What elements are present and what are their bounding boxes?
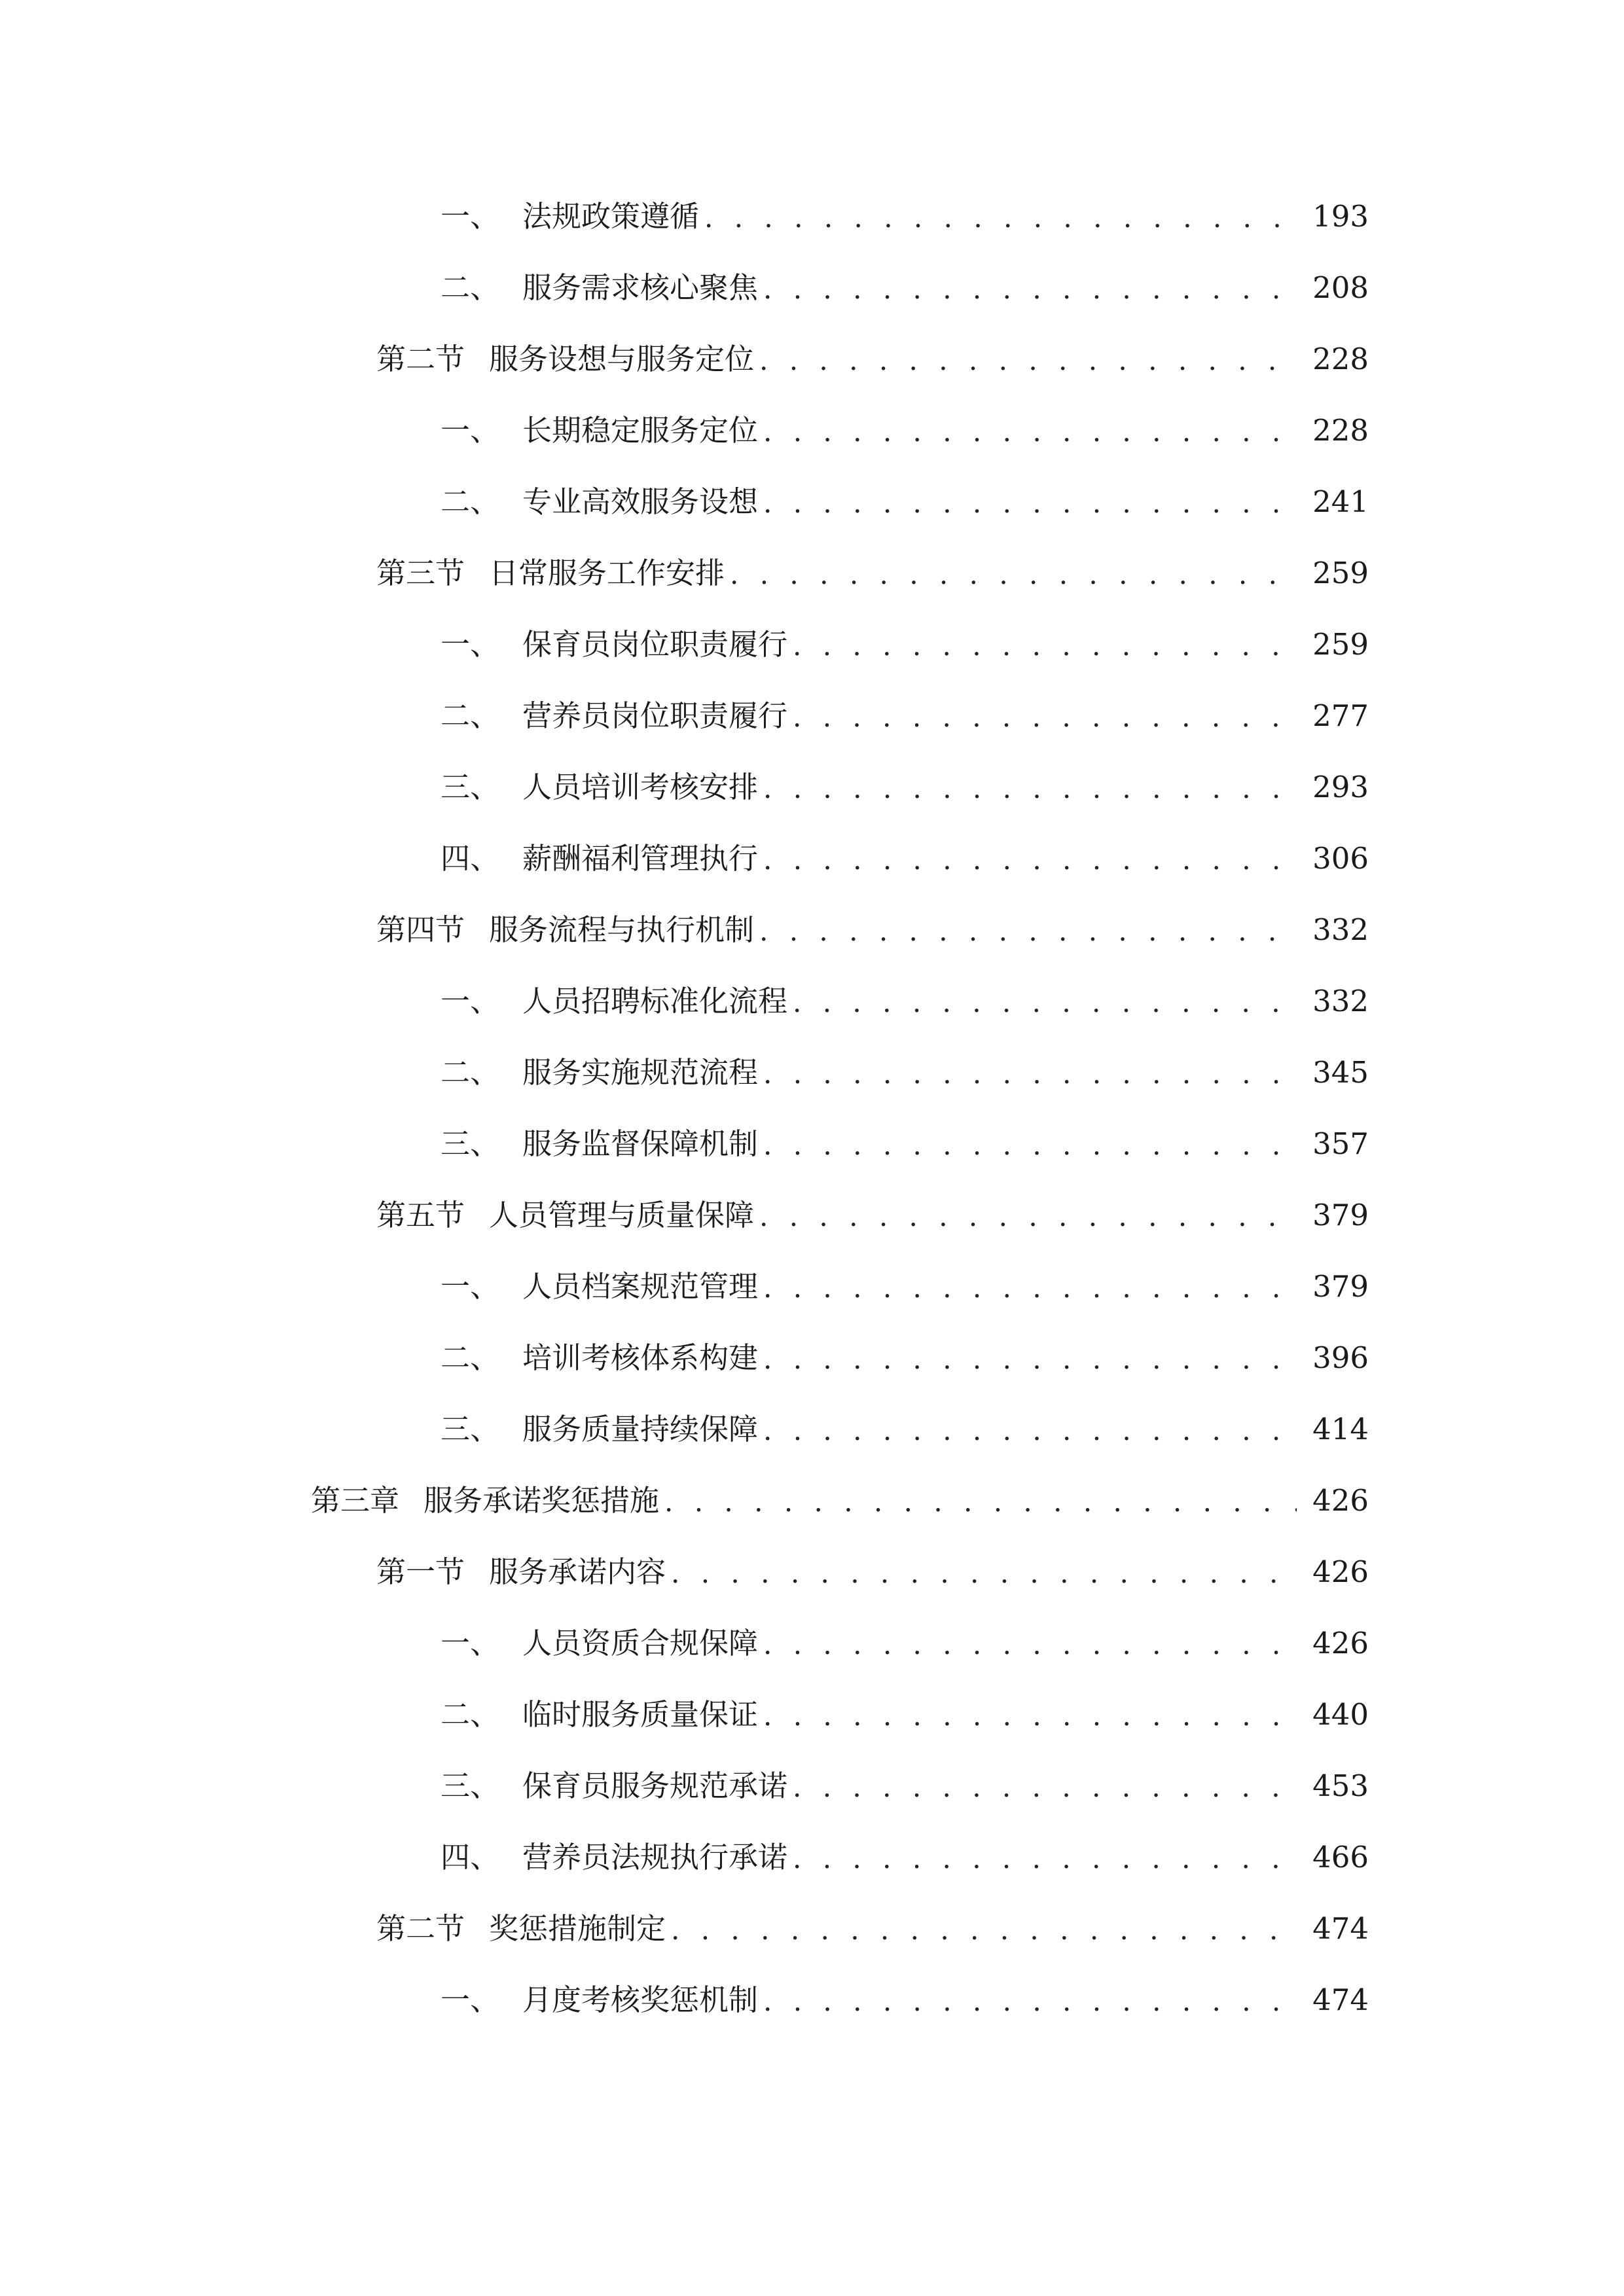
toc-entry-marker: 三、: [441, 1412, 500, 1446]
toc-entry-marker: 第四节: [376, 912, 465, 947]
toc-entry[interactable]: [441, 194, 1369, 240]
toc-entry-marker: 一、: [441, 199, 500, 234]
dot-leader: [763, 764, 1297, 810]
toc-entry-title: 服务监督保障机制: [522, 1126, 759, 1161]
dot-leader: [704, 194, 1297, 240]
dot-leader: [763, 1050, 1297, 1096]
toc-entry[interactable]: [376, 1906, 1369, 1952]
toc-entry[interactable]: [441, 1407, 1369, 1452]
toc-entry-page: 426: [1312, 1626, 1369, 1660]
toc-entry[interactable]: [441, 978, 1369, 1024]
toc-entry[interactable]: [441, 1835, 1369, 1880]
toc-entry-page: 228: [1312, 413, 1369, 448]
toc-entry-title: 薪酬福利管理执行: [522, 841, 759, 876]
toc-entry[interactable]: [441, 1050, 1369, 1096]
toc-entry-title: 服务承诺内容: [489, 1554, 666, 1589]
dot-leader: [763, 1335, 1297, 1381]
toc-entry-title: 服务质量持续保障: [522, 1412, 759, 1446]
toc-entry-page: 426: [1312, 1483, 1369, 1518]
toc-entry-title: 服务实施规范流程: [522, 1055, 759, 1090]
dot-leader: [763, 836, 1297, 882]
dot-leader: [793, 622, 1297, 668]
toc-entry-title: 人员管理与质量保障: [489, 1198, 755, 1232]
toc-entry-page: 241: [1312, 484, 1369, 519]
dot-leader: [763, 1407, 1297, 1452]
toc-entry-marker: 一、: [441, 627, 500, 662]
toc-entry-marker: 二、: [441, 698, 500, 733]
dot-leader: [763, 408, 1297, 454]
toc-entry-page: 228: [1312, 342, 1369, 376]
toc-entry[interactable]: [441, 408, 1369, 454]
toc-entry-title: 人员招聘标准化流程: [522, 984, 788, 1018]
toc-entry[interactable]: [441, 1692, 1369, 1738]
toc-entry-page: 466: [1312, 1840, 1369, 1874]
toc-entry-marker: 一、: [441, 1626, 500, 1660]
toc-entry-title: 人员资质合规保障: [522, 1626, 759, 1660]
dot-leader: [763, 479, 1297, 525]
toc-entry-page: 357: [1312, 1126, 1369, 1161]
toc-entry-marker: 二、: [441, 1340, 500, 1375]
toc-entry-title: 长期稳定服务定位: [522, 413, 759, 448]
toc-entry-marker: 二、: [441, 1697, 500, 1732]
toc-entry-marker: 三、: [441, 1126, 500, 1161]
dot-leader: [793, 693, 1297, 739]
toc-entry-page: 277: [1312, 698, 1369, 733]
toc-entry[interactable]: [441, 693, 1369, 739]
toc-entry-title: 服务流程与执行机制: [489, 912, 755, 947]
toc-entry-page: 440: [1312, 1697, 1369, 1732]
toc-entry-marker: 第二节: [376, 1911, 465, 1946]
toc-entry[interactable]: [441, 265, 1369, 311]
toc-entry-title: 人员档案规范管理: [522, 1269, 759, 1304]
toc-entry-title: 保育员服务规范承诺: [522, 1768, 788, 1803]
dot-leader: [763, 1264, 1297, 1310]
dot-leader: [671, 1906, 1297, 1952]
toc-entry-title: 营养员法规执行承诺: [522, 1840, 788, 1874]
toc-entry-marker: 三、: [441, 770, 500, 804]
toc-entry-title: 人员培训考核安排: [522, 770, 759, 804]
toc-entry-page: 426: [1312, 1554, 1369, 1589]
toc-entry-page: 208: [1312, 270, 1369, 305]
toc-entry-title: 临时服务质量保证: [522, 1697, 759, 1732]
toc-entry-marker: 一、: [441, 413, 500, 448]
toc-entry-marker: 一、: [441, 984, 500, 1018]
dot-leader: [793, 978, 1297, 1024]
toc-entry[interactable]: [441, 764, 1369, 810]
toc-entry[interactable]: [376, 1549, 1369, 1595]
toc-entry-marker: 二、: [441, 270, 500, 305]
toc-entry-marker: 三、: [441, 1768, 500, 1803]
toc-entry-page: 259: [1312, 556, 1369, 590]
toc-entry[interactable]: [441, 1621, 1369, 1666]
toc-entry-marker: 第三节: [376, 556, 465, 590]
toc-entry-page: 332: [1312, 912, 1369, 947]
toc-entry-page: 414: [1312, 1412, 1369, 1446]
toc-entry[interactable]: [441, 1264, 1369, 1310]
toc-entry-page: 396: [1312, 1340, 1369, 1375]
dot-leader: [759, 336, 1297, 382]
toc-entry-title: 培训考核体系构建: [522, 1340, 759, 1375]
dot-leader: [793, 1835, 1297, 1880]
dot-leader: [763, 265, 1297, 311]
dot-leader: [759, 907, 1297, 953]
dot-leader: [763, 1977, 1297, 2023]
dot-leader: [664, 1478, 1297, 1524]
dot-leader: [759, 1193, 1297, 1238]
toc-entry-page: 293: [1312, 770, 1369, 804]
toc-entry-title: 保育员岗位职责履行: [522, 627, 788, 662]
toc-entry-marker: 一、: [441, 1269, 500, 1304]
toc-entry-title: 月度考核奖惩机制: [522, 1982, 759, 2017]
toc-entry[interactable]: [376, 550, 1369, 596]
toc-entry-page: 453: [1312, 1768, 1369, 1803]
toc-entry-page: 306: [1312, 841, 1369, 876]
toc-entry-page: 332: [1312, 984, 1369, 1018]
toc-entry[interactable]: [376, 1193, 1369, 1238]
toc-entry-marker: 第二节: [376, 342, 465, 376]
toc-entry[interactable]: [441, 1763, 1369, 1809]
toc-entry-title: 营养员岗位职责履行: [522, 698, 788, 733]
toc-entry-marker: 一、: [441, 1982, 500, 2017]
dot-leader: [793, 1763, 1297, 1809]
toc-entry-page: 193: [1312, 199, 1369, 234]
toc-entry[interactable]: [376, 336, 1369, 382]
dot-leader: [730, 550, 1297, 596]
toc-entry-title: 服务设想与服务定位: [489, 342, 755, 376]
toc-entry-page: 259: [1312, 627, 1369, 662]
dot-leader: [671, 1549, 1297, 1595]
toc-entry[interactable]: [441, 1977, 1369, 2023]
dot-leader: [763, 1121, 1297, 1167]
toc-entry-title: 服务需求核心聚焦: [522, 270, 759, 305]
toc-entry[interactable]: [441, 479, 1369, 525]
toc-entry[interactable]: [441, 1335, 1369, 1381]
toc-entry[interactable]: [376, 907, 1369, 953]
toc-entry-page: 379: [1312, 1198, 1369, 1232]
toc-entry[interactable]: [441, 1121, 1369, 1167]
toc-entry-title: 服务承诺奖惩措施: [424, 1483, 660, 1518]
toc-entry-title: 奖惩措施制定: [489, 1911, 666, 1946]
toc-entry-marker: 第五节: [376, 1198, 465, 1232]
toc-entry-page: 474: [1312, 1911, 1369, 1946]
toc-entry-page: 345: [1312, 1055, 1369, 1090]
toc-entry-marker: 四、: [441, 841, 500, 876]
toc-entry-title: 法规政策遵循: [522, 199, 700, 234]
toc-entry-title: 专业高效服务设想: [522, 484, 759, 519]
toc-entry-marker: 第三章: [311, 1483, 400, 1518]
toc-entry[interactable]: [311, 1478, 1369, 1524]
toc-entry-marker: 四、: [441, 1840, 500, 1874]
toc-entry-marker: 二、: [441, 484, 500, 519]
toc-entry-title: 日常服务工作安排: [489, 556, 725, 590]
toc-entry-marker: 二、: [441, 1055, 500, 1090]
dot-leader: [763, 1621, 1297, 1666]
toc-entry-marker: 第一节: [376, 1554, 465, 1589]
toc-entry-page: 379: [1312, 1269, 1369, 1304]
toc-entry[interactable]: [441, 622, 1369, 668]
dot-leader: [763, 1692, 1297, 1738]
toc-entry-page: 474: [1312, 1982, 1369, 2017]
toc-entry[interactable]: [441, 836, 1369, 882]
